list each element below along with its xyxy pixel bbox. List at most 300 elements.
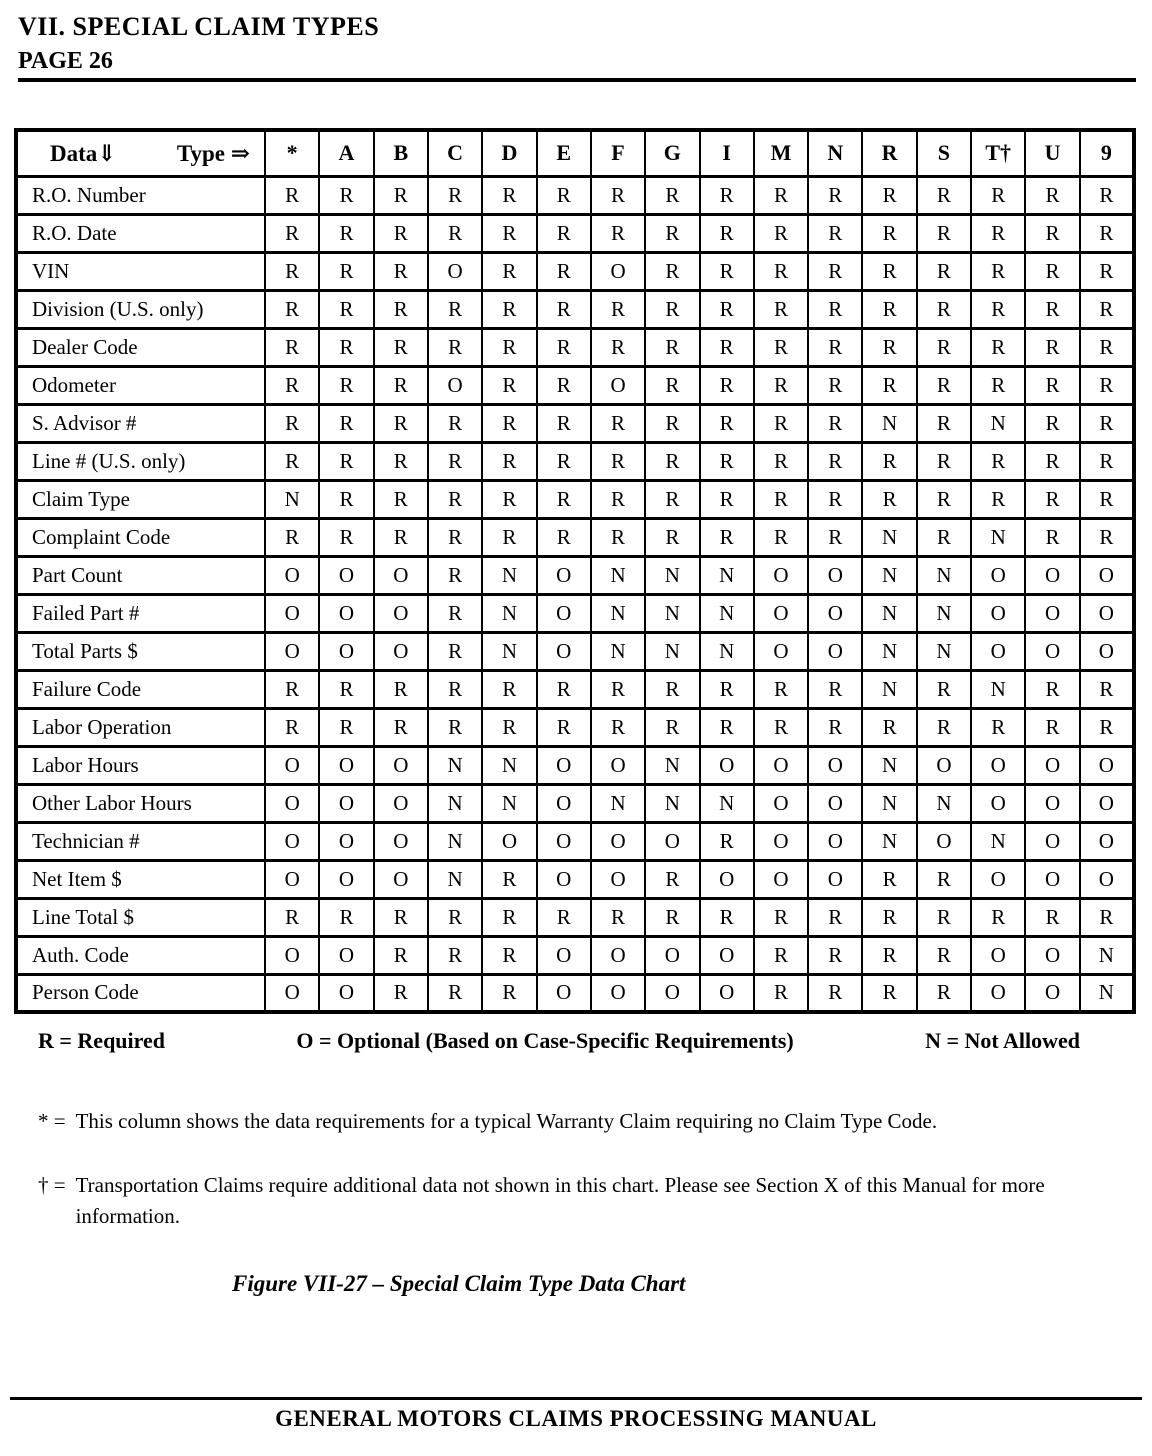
row-label: Technician # [16,822,265,860]
table-row [16,480,1134,518]
requirement-cell: R [808,252,862,290]
requirement-cell: R [700,480,754,518]
requirement-cell: R [1080,518,1134,556]
requirement-cell: N [971,822,1025,860]
requirement-cell: R [591,328,645,366]
requirement-cell: R [537,252,591,290]
requirement-cell: R [1025,708,1079,746]
requirement-cell: O [537,974,591,1012]
asterisk-symbol: * = [38,1109,66,1133]
requirement-cell: R [645,328,699,366]
requirement-cell: R [1025,252,1079,290]
requirement-cell: O [1025,784,1079,822]
column-header: N [808,130,862,176]
requirement-cell: O [1080,860,1134,898]
requirement-cell: R [482,214,536,252]
requirement-cell: O [537,746,591,784]
table-row [16,214,1134,252]
column-header: S [917,130,971,176]
requirement-cell: R [1080,480,1134,518]
requirement-cell: O [971,936,1025,974]
requirement-cell: R [971,708,1025,746]
requirement-cell: R [374,214,428,252]
requirement-cell: R [591,708,645,746]
requirement-cell: N [700,594,754,632]
requirement-cell: R [917,404,971,442]
requirement-cell: R [265,366,319,404]
table-row [16,746,1134,784]
requirement-cell: O [700,936,754,974]
column-header: G [645,130,699,176]
requirement-cell: O [591,366,645,404]
requirement-cell: R [862,860,916,898]
requirement-cell: R [1025,176,1079,214]
requirement-cell: O [645,822,699,860]
requirement-cell: R [700,366,754,404]
requirement-cell: O [591,974,645,1012]
requirement-cell: R [754,252,808,290]
requirement-cell: N [971,404,1025,442]
requirement-cell: R [319,252,373,290]
requirement-cell: R [591,214,645,252]
row-label: R.O. Date [16,214,265,252]
column-header: I [700,130,754,176]
page-footer [0,1397,1152,1432]
requirement-cell: N [645,784,699,822]
requirement-cell: O [1025,594,1079,632]
requirement-cell: R [700,328,754,366]
requirement-cell: R [917,328,971,366]
row-label: Line Total $ [16,898,265,936]
requirement-cell: N [862,556,916,594]
requirement-cell: R [645,214,699,252]
requirement-cell: N [917,594,971,632]
requirement-cell: O [319,860,373,898]
requirement-cell: N [482,632,536,670]
requirement-cell: N [482,746,536,784]
requirement-cell: R [862,708,916,746]
column-header: U [1025,130,1079,176]
requirement-cell: R [1025,214,1079,252]
requirement-cell: R [808,480,862,518]
footnote-dagger [38,1170,1112,1231]
requirement-cell: O [374,632,428,670]
requirement-cell: N [428,860,482,898]
requirement-cell: N [862,518,916,556]
requirement-cell: R [319,708,373,746]
requirement-cell: O [428,366,482,404]
requirement-cell: O [1080,594,1134,632]
requirement-cell: R [428,480,482,518]
requirement-cell: N [862,822,916,860]
table-row [16,290,1134,328]
requirement-cell: O [319,974,373,1012]
requirement-cell: O [1080,632,1134,670]
requirement-cell: O [591,860,645,898]
requirement-cell: N [645,632,699,670]
requirement-cell: N [700,784,754,822]
requirement-cell: R [428,632,482,670]
requirement-cell: R [808,936,862,974]
footnote-asterisk-text: This column shows the data requirements for a typical Warranty Claim requiring no Claim Type Code. [75,1109,938,1133]
row-label: Failed Part # [16,594,265,632]
requirement-cell: R [537,708,591,746]
requirement-cell: R [754,176,808,214]
requirement-cell: O [537,936,591,974]
requirement-cell: R [645,480,699,518]
row-label: Claim Type [16,480,265,518]
requirement-cell: O [754,746,808,784]
requirement-cell: N [482,556,536,594]
requirement-cell: O [591,822,645,860]
requirement-cell: R [917,708,971,746]
requirement-cell: R [537,518,591,556]
requirement-cell: R [482,936,536,974]
requirement-cell: R [537,442,591,480]
requirement-cell: R [971,214,1025,252]
requirement-cell: R [265,176,319,214]
requirement-cell: N [265,480,319,518]
requirement-cell: R [645,860,699,898]
requirement-cell: N [645,746,699,784]
row-label: Labor Hours [16,746,265,784]
requirement-cell: R [862,480,916,518]
requirement-cell: R [808,974,862,1012]
section-title: VII. SPECIAL CLAIM TYPES [18,12,380,41]
requirement-cell: R [808,670,862,708]
requirement-cell: O [374,822,428,860]
requirement-cell: N [862,784,916,822]
requirement-cell: R [374,670,428,708]
requirement-cell: R [700,670,754,708]
requirement-cell: R [917,442,971,480]
footnote-asterisk [38,1106,1112,1136]
requirement-cell: O [700,974,754,1012]
requirement-cell: R [482,974,536,1012]
requirement-cell: R [265,708,319,746]
header-row [16,130,1134,176]
requirement-cell: R [645,670,699,708]
requirement-cell: R [808,404,862,442]
requirement-cell: R [1025,670,1079,708]
requirement-cell: R [319,214,373,252]
table-row [16,518,1134,556]
requirement-cell: R [700,176,754,214]
legend [38,1028,1080,1054]
requirement-cell: R [808,328,862,366]
requirement-cell: R [917,480,971,518]
table-row [16,974,1134,1012]
requirement-cell: R [862,974,916,1012]
requirement-cell: O [265,936,319,974]
row-label: R.O. Number [16,176,265,214]
requirement-cell: O [808,632,862,670]
requirement-cell: O [1025,632,1079,670]
requirement-cell: N [591,632,645,670]
requirement-cell: R [808,366,862,404]
row-label: Net Item $ [16,860,265,898]
requirement-cell: R [700,518,754,556]
requirement-cell: O [319,632,373,670]
requirement-cell: O [1025,746,1079,784]
table-row [16,594,1134,632]
requirement-cell: R [700,404,754,442]
requirement-cell: R [482,898,536,936]
row-label: Total Parts $ [16,632,265,670]
requirement-cell: R [374,898,428,936]
requirement-cell: O [808,822,862,860]
requirement-cell: O [971,594,1025,632]
requirement-cell: O [265,746,319,784]
requirement-cell: R [591,518,645,556]
requirement-cell: O [265,974,319,1012]
requirement-cell: R [482,708,536,746]
requirement-cell: O [1080,784,1134,822]
requirement-cell: R [428,442,482,480]
requirement-cell: N [591,784,645,822]
row-label: Other Labor Hours [16,784,265,822]
requirement-cell: R [374,518,428,556]
requirement-cell: O [1025,936,1079,974]
requirement-cell: R [591,670,645,708]
requirement-cell: R [971,366,1025,404]
requirement-cell: O [754,556,808,594]
requirement-cell: N [862,746,916,784]
requirement-cell: N [591,594,645,632]
legend-optional: O = Optional (Based on Case-Specific Requirements) [296,1028,794,1053]
requirement-cell: R [754,404,808,442]
requirement-cell: O [971,784,1025,822]
requirement-cell: R [428,290,482,328]
page-header [0,0,1152,82]
requirement-cell: O [537,556,591,594]
requirement-cell: R [808,214,862,252]
requirement-cell: O [971,860,1025,898]
requirement-cell: R [482,442,536,480]
requirement-cell: R [591,442,645,480]
requirement-cell: R [1080,290,1134,328]
requirement-cell: R [482,290,536,328]
requirement-cell: O [591,252,645,290]
requirement-cell: R [700,442,754,480]
requirement-cell: R [754,366,808,404]
requirement-cell: R [917,176,971,214]
column-header: * [265,130,319,176]
requirement-cell: R [319,328,373,366]
column-header: C [428,130,482,176]
requirement-cell: R [862,442,916,480]
requirement-cell: R [428,898,482,936]
requirement-cell: R [537,480,591,518]
requirement-cell: R [591,898,645,936]
requirement-cell: O [1025,822,1079,860]
requirement-cell: R [374,176,428,214]
column-header: M [754,130,808,176]
table-row [16,366,1134,404]
requirement-cell: N [1080,974,1134,1012]
requirement-cell: R [319,442,373,480]
requirement-cell: O [374,860,428,898]
requirement-cell: R [537,404,591,442]
requirement-cell: O [265,784,319,822]
requirement-cell: R [754,974,808,1012]
requirement-cell: N [1080,936,1134,974]
requirement-cell: O [265,556,319,594]
requirement-cell: O [971,746,1025,784]
requirement-cell: O [971,556,1025,594]
requirement-cell: R [971,252,1025,290]
requirement-cell: R [971,898,1025,936]
requirement-cell: R [808,898,862,936]
requirement-cell: R [754,214,808,252]
figure-caption: Figure VII-27 – Special Claim Type Data Chart [232,1271,686,1297]
requirement-cell: R [645,708,699,746]
requirement-cell: R [862,366,916,404]
requirement-cell: N [971,518,1025,556]
requirement-cell: R [319,898,373,936]
requirement-cell: O [700,860,754,898]
corner-cell [16,130,265,176]
requirement-cell: R [591,404,645,442]
requirement-cell: R [428,518,482,556]
requirement-cell: R [428,556,482,594]
requirement-cell: R [319,404,373,442]
requirement-cell: R [1025,328,1079,366]
requirement-cell: R [1025,442,1079,480]
requirement-cell: R [645,518,699,556]
requirement-cell: R [917,366,971,404]
table-row [16,252,1134,290]
requirement-cell: R [1080,898,1134,936]
requirement-cell: R [265,214,319,252]
requirement-cell: O [754,784,808,822]
requirement-cell: O [754,860,808,898]
table-row [16,632,1134,670]
requirement-cell: R [754,518,808,556]
requirement-cell: N [862,404,916,442]
requirement-cell: R [645,252,699,290]
requirement-cell: O [265,860,319,898]
requirement-cell: R [754,442,808,480]
column-header: 9 [1080,130,1134,176]
requirement-cell: R [482,328,536,366]
row-label: Dealer Code [16,328,265,366]
requirement-cell: R [1025,404,1079,442]
requirement-cell: R [1025,480,1079,518]
requirement-cell: O [754,822,808,860]
requirement-cell: R [265,252,319,290]
requirement-cell: R [374,936,428,974]
requirement-cell: O [645,936,699,974]
requirement-cell: N [482,784,536,822]
requirement-cell: R [1080,442,1134,480]
requirement-cell: O [482,822,536,860]
requirement-cell: R [1080,404,1134,442]
table-row [16,556,1134,594]
requirement-cell: R [917,898,971,936]
requirement-cell: R [917,860,971,898]
requirement-cell: R [482,518,536,556]
requirement-cell: R [319,518,373,556]
requirement-cell: N [645,556,699,594]
requirement-cell: R [374,442,428,480]
table-header [16,130,1134,176]
requirement-cell: N [428,784,482,822]
requirement-cell: O [374,594,428,632]
requirement-cell: R [862,898,916,936]
row-label: Labor Operation [16,708,265,746]
requirement-cell: O [265,822,319,860]
requirement-cell: N [862,594,916,632]
requirement-cell: R [700,214,754,252]
requirement-cell: O [971,974,1025,1012]
row-label: Odometer [16,366,265,404]
requirement-cell: O [265,594,319,632]
column-header: D [482,130,536,176]
legend-required: R = Required [38,1028,166,1053]
table-row [16,670,1134,708]
requirement-cell: R [482,480,536,518]
requirement-cell: R [917,936,971,974]
requirement-cell: R [537,898,591,936]
table-body [16,176,1134,1012]
requirement-cell: R [754,328,808,366]
requirement-cell: R [645,442,699,480]
requirement-cell: R [1080,366,1134,404]
requirement-cell: R [917,290,971,328]
requirement-cell: R [971,480,1025,518]
requirement-cell: R [428,214,482,252]
requirement-cell: O [1080,822,1134,860]
requirement-cell: N [645,594,699,632]
requirement-cell: R [374,290,428,328]
requirement-cell: R [917,252,971,290]
requirement-cell: O [754,632,808,670]
requirement-cell: R [1080,708,1134,746]
requirement-cell: R [591,176,645,214]
requirement-cell: R [482,860,536,898]
requirement-cell: R [319,366,373,404]
requirement-cell: R [645,898,699,936]
column-header: B [374,130,428,176]
row-label: Person Code [16,974,265,1012]
requirement-cell: R [482,670,536,708]
requirement-cell: R [537,176,591,214]
requirement-cell: R [1025,290,1079,328]
row-label: S. Advisor # [16,404,265,442]
requirement-cell: R [645,366,699,404]
requirement-cell: O [808,784,862,822]
table-row [16,404,1134,442]
requirement-cell: N [700,556,754,594]
row-label: Complaint Code [16,518,265,556]
requirement-cell: R [537,290,591,328]
table-row [16,708,1134,746]
requirement-cell: N [428,822,482,860]
requirement-cell: R [917,518,971,556]
requirement-cell: R [754,936,808,974]
dagger-symbol: † = [38,1173,66,1198]
row-label: Line # (U.S. only) [16,442,265,480]
requirement-cell: O [265,632,319,670]
requirement-cell: R [374,708,428,746]
requirement-cell: O [1080,746,1134,784]
requirement-cell: R [265,290,319,328]
column-header: F [591,130,645,176]
requirement-cell: R [265,328,319,366]
requirement-cell: R [428,670,482,708]
table-row [16,442,1134,480]
